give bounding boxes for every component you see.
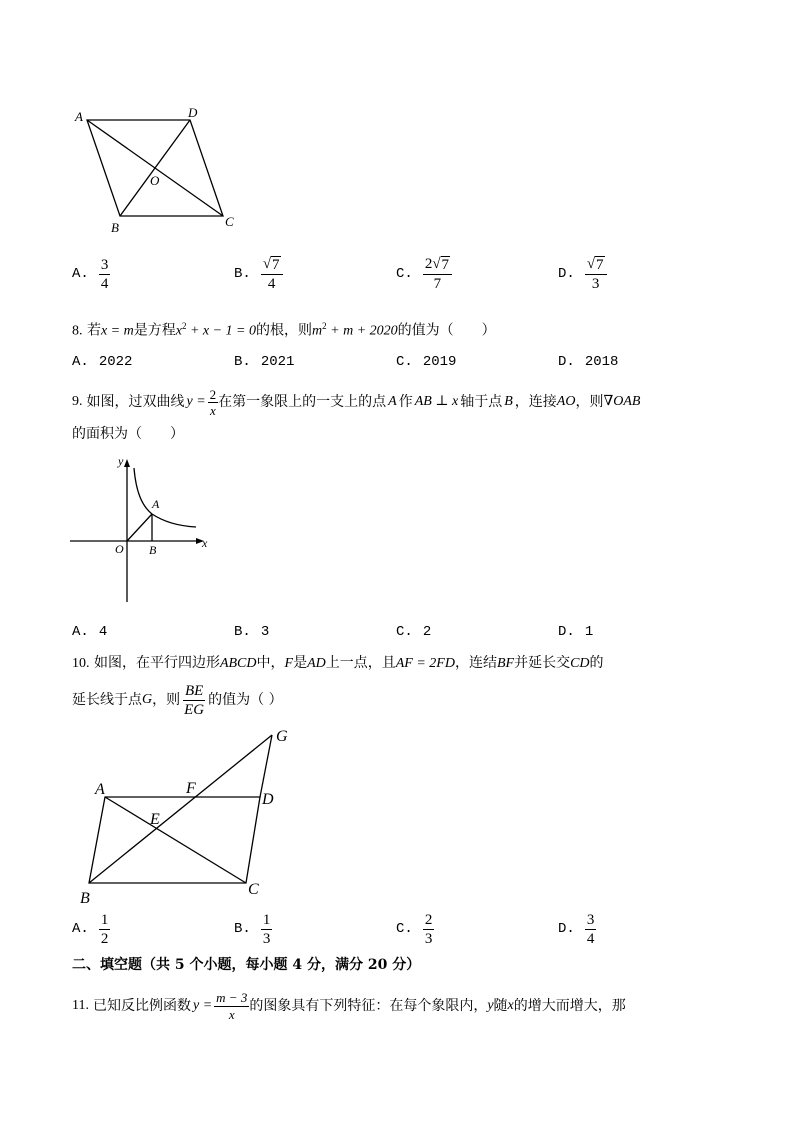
rhombus-figure bbox=[70, 100, 250, 240]
fraction: $\frac{1}{2}$ bbox=[100, 911, 109, 947]
section-heading: 二、填空题（共 5 个小题，每小题 4 分，满分 20 分） bbox=[72, 957, 421, 973]
q10-stem-line2: 延长线于点 G ，则 $\frac{BE}{EG}$ 的值为（ ） bbox=[72, 682, 283, 718]
fraction: $\frac{3}{4}$ bbox=[586, 911, 595, 947]
sqrt-symbol: √ 7 bbox=[432, 256, 450, 273]
label-b: B bbox=[111, 220, 119, 235]
label-e: E bbox=[150, 811, 160, 828]
fraction: $\frac{3}{4}$ bbox=[100, 256, 109, 292]
label-b: B bbox=[80, 890, 90, 907]
label-d: D bbox=[262, 791, 274, 808]
q10-option-a[interactable]: A. $\frac{1}{2}$ bbox=[72, 911, 109, 947]
label-a: A bbox=[152, 497, 160, 511]
q7-option-d[interactable]: D. √ 7 3 bbox=[558, 254, 607, 294]
hyperbola-curve bbox=[134, 468, 196, 527]
segment-ao bbox=[127, 514, 152, 541]
q10-option-d[interactable]: D. $\frac{3}{4}$ bbox=[558, 911, 595, 947]
q11-stem: 11. 已知反比例函数 y = $\frac{m - 3}{x}$ 的图象具有下列特征：在每个象限内， y 随 x 的增大而增大，那 bbox=[72, 989, 626, 1022]
label-d: D bbox=[188, 105, 198, 120]
q10-stem-line1: 10. 如图，在平行四边形ABCD中，F是AD上一点，且AF = 2FD，连结BF并延长交CD的 bbox=[72, 655, 604, 671]
fraction: $\frac{2}{x}$ bbox=[209, 386, 217, 418]
diagonal-bd bbox=[120, 120, 190, 216]
q9-option-d[interactable]: D. 1 bbox=[558, 624, 594, 640]
q9-options bbox=[72, 612, 732, 652]
q7-options bbox=[72, 254, 732, 294]
q9-stem-line2: 的面积为（ ） bbox=[72, 426, 184, 442]
q8-option-d[interactable]: D. 2018 bbox=[558, 354, 619, 370]
label-a: A bbox=[95, 781, 105, 798]
fraction: $\frac{1}{3}$ bbox=[262, 911, 271, 947]
q10-option-b[interactable]: B. $\frac{1}{3}$ bbox=[234, 911, 271, 947]
label-y: y bbox=[118, 454, 124, 468]
hyperbola-figure bbox=[70, 452, 215, 607]
y-axis-arrow bbox=[124, 459, 130, 467]
line-dg bbox=[260, 735, 272, 797]
q8-option-a[interactable]: A. 2022 bbox=[72, 354, 133, 370]
label-x: x bbox=[202, 536, 208, 550]
sqrt-symbol: √ 7 bbox=[262, 256, 280, 273]
label-a: A bbox=[75, 109, 83, 124]
label-c: C bbox=[225, 214, 234, 229]
fraction: √ 7 4 bbox=[261, 256, 283, 292]
label-f: F bbox=[186, 780, 196, 797]
q9-option-b[interactable]: B. 3 bbox=[234, 624, 270, 640]
fraction: $\frac{BE}{EG}$ bbox=[184, 682, 205, 718]
q8-option-c[interactable]: C. 2019 bbox=[396, 354, 457, 370]
q9-stem-line1: 9. 如图，过双曲线 y = $\frac{2}{x}$ 在第一象限上的一支上的点 A 作 AB ⊥ x 轴于点 B ，连接 AO ，则 ∇OAB bbox=[72, 386, 641, 418]
q7-option-b[interactable]: B. √ 7 4 bbox=[234, 254, 283, 294]
fraction: 2 √ 7 7 bbox=[423, 256, 452, 292]
label-b: B bbox=[149, 543, 157, 557]
label-g: G bbox=[276, 728, 288, 745]
hyperbola-diagram bbox=[70, 452, 215, 607]
parallelogram-diagram bbox=[70, 722, 300, 910]
label-o: O bbox=[150, 173, 160, 188]
q9-option-a[interactable]: A. 4 bbox=[72, 624, 108, 640]
parallelogram-figure bbox=[70, 722, 300, 910]
line-bg bbox=[89, 735, 272, 883]
fraction: √ 7 3 bbox=[585, 256, 607, 292]
rhombus-diagram bbox=[70, 100, 250, 240]
q10-options bbox=[72, 909, 732, 949]
label-c: C bbox=[248, 881, 259, 898]
q7-option-c[interactable]: C. 2 √ 7 7 bbox=[396, 254, 452, 294]
q10-option-c[interactable]: C. $\frac{2}{3}$ bbox=[396, 911, 433, 947]
fraction: $\frac{2}{3}$ bbox=[424, 911, 433, 947]
q8-stem: 8. 若x = m是方程$x^2 + x - 1 = 0$的根，则$m^2 + m + 2020$的值为（ ） bbox=[72, 321, 496, 339]
label-o: O bbox=[115, 542, 124, 556]
fraction: $\frac{m - 3}{x}$ bbox=[216, 989, 248, 1022]
q9-option-c[interactable]: C. 2 bbox=[396, 624, 432, 640]
q8-options bbox=[72, 342, 732, 382]
q7-option-a[interactable]: A. $\frac{3}{4}$ bbox=[72, 256, 109, 292]
diagonal-ac bbox=[105, 797, 246, 883]
sqrt-symbol: √ 7 bbox=[586, 256, 604, 273]
q8-option-b[interactable]: B. 2021 bbox=[234, 354, 295, 370]
